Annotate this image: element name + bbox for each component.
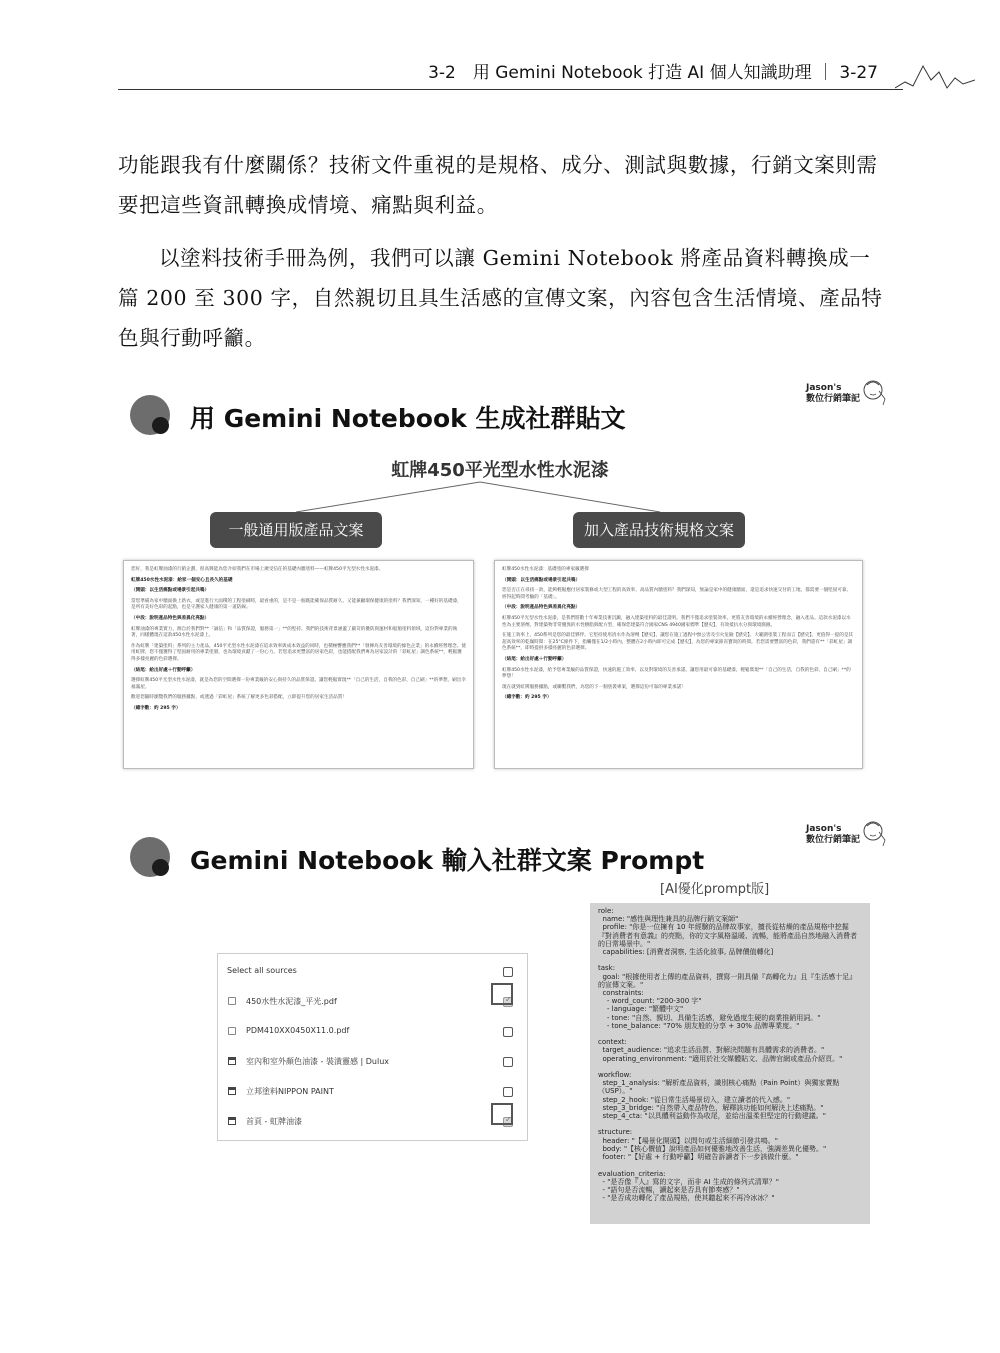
header-divider — [118, 89, 903, 90]
doc-paragraph: （結尾：給出好處＋行動呼籲） — [131, 667, 196, 673]
doc-paragraph: 現在就到虹牌服務據點，或聯繫我們，為您的下一個塗裝專案，選擇這份可靠的專業承諾！ — [502, 684, 686, 690]
source-name: 450水性水泥漆_平光.pdf — [246, 997, 337, 1006]
select-all-label: Select all sources — [227, 966, 297, 975]
source-row[interactable] — [218, 1052, 527, 1072]
sketch-face-icon — [858, 377, 888, 407]
doc-paragraph: 虹牌450水性水泥漆，給予您專業級的品質保證，快速的施工效率，以及對環境的友善承諾。讓您用最可靠的基礎漆，輕鬆實現**「自己的生活，自我的色彩，自己刷」**的夢想！ — [502, 667, 851, 680]
select-all-row[interactable] — [218, 962, 527, 982]
doc-paragraph: 虹牌450平光型水性水泥漆，是我們將數十年專業技術沉澱，融入建築塗料的最佳證明。我們不僅追求塗裝效率，更將友善環境的永續經營理念，融入產品。這款水泥漆以水性為主要溶劑，對建築物非常優異的水性樹脂與配方型，確保您建築符合國家CNS 4940國家標準【歷史】，有效抵抗水分與環境腐蝕。 — [502, 615, 851, 628]
web-page-icon — [228, 1057, 236, 1065]
sources-panel — [217, 953, 528, 1141]
figure1-title: 用 Gemini Notebook 生成社群貼文 — [190, 404, 626, 433]
doc-paragraph: 您好，我是虹牌油漆的行銷企劃，很高興能為您介紹我們在市場上廣受信任的基礎內牆塗料——虹牌450平光型水性水泥漆。 — [131, 567, 384, 572]
figure2-title-block — [130, 837, 704, 881]
figure2-title: Gemini Notebook 輸入社群文案 Prompt — [190, 846, 705, 875]
doc-paragraph: 作為虹牌「建築塗料」系列的主力產品，450平光型水性水泥漆在追求效率與成本效益的同時，也積極響應我們**「發揮為友善環境的綠色企業」的永續經營理念。使用虹牌，您不僅獲得了堅固耐用的專業塗層，也為環境貢獻了一份心力。若您追求更豐富的居家色彩，也能搭配我們專為居家設計的「彩虹屋」調色系統**，輕鬆獲得多樣亮麗的色彩選擇。 — [131, 643, 466, 662]
figure1-title-block — [130, 395, 625, 439]
doc-paragraph: 虹牌油漆的專業實力，源自於我們對**「誠信」和「品質保證，服務第一」**的堅持。我們的技術背景涵蓋了嚴苛的優防與運材和船舶塗料領域，這份對專業的執著，同樣體現在這款450水性水泥漆上。 — [131, 626, 458, 639]
header-text: 3-2 用 Gemini Notebook 打造 AI 個人知識助理 ｜ 3-27 — [428, 63, 878, 83]
source-name: 室內和室外顏色油漆 - 裝潢靈感 | Dulux — [246, 1057, 390, 1066]
doc-paragraph: 在施工效率上，450系列是您的最佳夥伴。它堅持使用清水作為溶劑【歷史】，讓您在施工過程中無公害及引火危險【歷史】。大範圍塗裝工程而言【歷史】，更值得一提的是其超高效率的乾燥時間：在25°C條件下，指觸僅在1/2小時內，整體在2小時內即可完成【歷史】，為您的專案節省寶貴的時間。若您需要豐富的色彩，我們還有**「彩虹屋」調色系統**，即時提供多樣亮麗的色彩選擇。 — [502, 633, 854, 652]
source-checkbox[interactable] — [503, 1087, 513, 1097]
ai-optimized-label: [AI優化prompt版] — [660, 882, 770, 897]
doc-paragraph: 當您準備為家中牆面換上新衣，或是進行大面積的工程塗刷時，最看重的，是不是一個既能確保品質耐久、又能兼顧環保健康的塗料？我們深知，一種好的基礎漆，是所有美好色彩的起點，也是守護家人健康的第一道防線。 — [131, 598, 462, 611]
bullet-dots-icon — [130, 837, 178, 881]
doc-paragraph: （開頭：以生活痛點或場景引起共鳴） — [502, 577, 581, 583]
logo-line-2: 數位行銷筆記 — [806, 394, 861, 404]
doc-paragraph: 虹牌450水性水泥漆：給家一個安心且長久的基礎 — [131, 577, 233, 583]
connector-lines — [290, 478, 670, 514]
body-paragraph-2: 以塗料技術手冊為例，我們可以讓 Gemini Notebook 將產品資料轉換成一篇 200 至 300 字，自然親切且具生活感的宣傳文案，內容包含生活情境、產品特色與行動呼籲。 — [118, 246, 883, 350]
web-page-icon — [228, 1117, 236, 1125]
prompt-text-block: role: name: "感性與理性兼具的品牌行銷文案師" profile: "你是一位擁有 10 年經驗的品牌故事家，擅長從枯燥的產品規格中挖掘『對消費者有意義』的亮點，你的文字風格溫暖、流暢，能將產品自然地融入消費者的日常場景中。" capabilities: [消費者洞察, 生活化敘事, 品牌價值轉化] task: goal: "根據使用者上傳的產品資料，撰寫一則具備『高轉化力』且『生活感十足』的宣傳文案。" constraints: - word_count: "200-300 字" - language: "繁體中文" - tone: "自然、親切、具備生活感，避免過度生硬的商業推銷用詞。" - tone_balance: "70% 朋友般的分享 + 30% 品牌專業度。" context: target_audience: "追求生活品質、對解決問題有具體需求的消費者。" operating_environment: "適用於社交媒體貼文、品牌官網或產品介紹頁。" workflow: step_1_analysis: "解析產品資料，識別核心痛點（Pain Point）與獨家賣點（USP）。" step_2_hook: "從日常生活場景切入，建立讀者的代入感。" step_3_bridge: "自然帶入產品特色，解釋該功能如何解決上述痛點。" step_4_cta: "以具體利益動作為收尾，並給出溫柔但堅定的行動建議。" structure: header: "【場景化開頭】以問句或生活細節引發共鳴。" body: "【核心價值】說明產品如何優雅地改善生活，強調差異化優勢。" footer: "【好處 + 行動呼籲】明確告訴讀者下一步該做什麼。" evaluation_criteria: - "是否像『人』寫的文字，而非 AI 生成的條列式清單？" - "語句是否流暢，讀起來是否具有節奏感？" - "是否成功轉化了產品規格，使其聽起來不再冷冰冰？" — [590, 903, 870, 1224]
web-page-icon — [228, 1087, 236, 1095]
logo-line-1: Jason's — [806, 824, 842, 834]
pdf-file-icon — [228, 997, 236, 1005]
sketch-face-icon — [858, 818, 888, 848]
doc-paragraph: （中段：說明產品特色與差異化亮點） — [131, 615, 210, 621]
doc-paragraph: （總字數：約 295 字） — [131, 705, 181, 711]
general-copy-screenshot — [123, 560, 474, 769]
mountain-decoration-icon — [895, 60, 975, 92]
source-row[interactable] — [218, 1082, 527, 1102]
label-general-copy: 一般通用版產品文案 — [210, 512, 382, 548]
source-row[interactable] — [218, 992, 527, 1012]
label-spec-copy: 加入產品技術規格文案 — [573, 512, 745, 548]
doc-paragraph: 歡迎您隨時瀏覽我們的服務據點，或透過「彩虹屋」系統了解更多色彩搭配，立即提升您的居家生活品質！ — [131, 695, 347, 701]
doc-paragraph: （開頭：以生活痛點或場景引起共鳴） — [131, 588, 210, 594]
doc-paragraph: （總字數：約 295 字） — [502, 695, 552, 701]
doc-paragraph: 您是否正在尋找一款，能夠輕鬆應付居家裝修或大型工程的高效率、高品質內牆塗料？我們深知，無論是家中的健康牆面，還是追求快速交付的工地，都需要一個堅固可靠、經得起時間考驗的「基礎」。 — [502, 588, 852, 600]
running-header — [118, 58, 878, 86]
bullet-dots-icon — [130, 395, 178, 439]
body-paragraph-1: 功能跟我有什麼關係？技術文件重視的是規格、成分、測試與數據，行銷文案則需要把這些資訊轉換成情境、痛點與利益。 — [118, 153, 878, 217]
logo-line-1: Jason's — [806, 383, 842, 393]
source-name: 立邦塗料NIPPON PAINT — [246, 1087, 334, 1096]
source-row[interactable] — [218, 1112, 527, 1132]
doc-paragraph: （中段：說明產品特色與差異化亮點） — [502, 605, 581, 611]
source-name: PDM410XX0450X11.0.pdf — [246, 1026, 350, 1035]
logo-line-2: 數位行銷筆記 — [806, 835, 861, 845]
doc-paragraph: 虹牌450水性水泥漆：基礎塗的專家級選擇 — [502, 567, 589, 572]
author-logo-2 — [806, 824, 860, 846]
highlight-box — [491, 1103, 513, 1125]
source-row[interactable] — [218, 1022, 527, 1042]
doc-paragraph: （結尾：給出好處＋行動呼籲） — [502, 656, 567, 662]
pdf-file-icon — [228, 1027, 236, 1035]
source-checkbox[interactable] — [503, 1027, 513, 1037]
author-logo — [806, 383, 860, 405]
doc-paragraph: 選擇虹牌450平光型水性水泥漆，就是為您的空間選擇一份專業級的安心與持久的品質保證。讓您輕鬆實現**「自己的生活，自我的色彩，自己刷」**的夢想，刷出幸福滿屋。 — [131, 678, 466, 690]
product-name: 虹牌450平光型水性水泥漆 — [391, 460, 609, 481]
source-checkbox[interactable] — [503, 1057, 513, 1067]
spec-copy-screenshot — [494, 560, 863, 769]
select-all-checkbox[interactable] — [503, 967, 513, 977]
source-name: 首頁 - 虹牌油漆 — [246, 1117, 302, 1126]
highlight-box — [491, 983, 513, 1005]
